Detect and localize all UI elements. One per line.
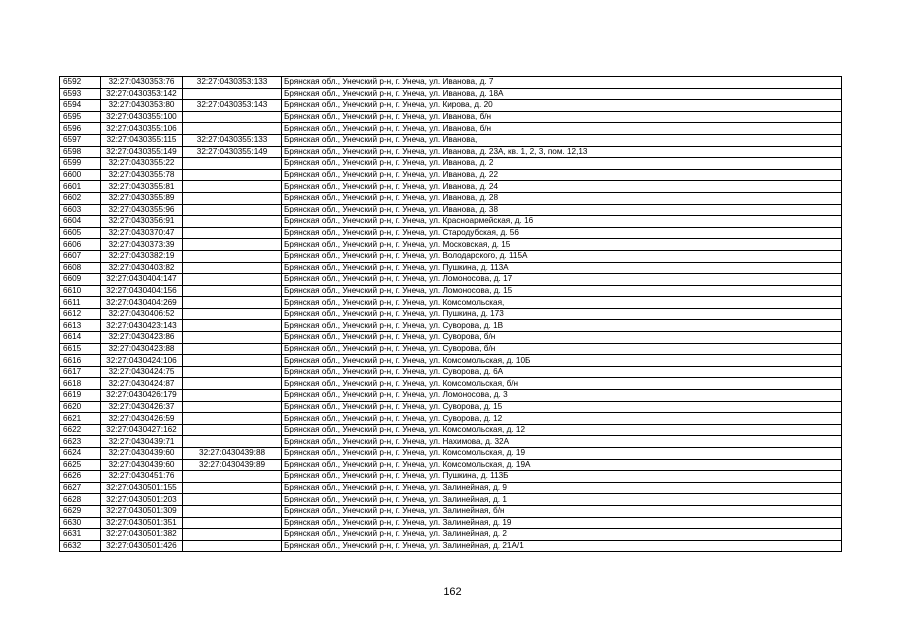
cadastral-number-cell: 32:27:0430382:19 [100,250,182,262]
parent-cadastral-number-cell [183,181,282,193]
cadastral-number-cell: 32:27:0430355:22 [100,158,182,170]
cadastral-number-cell: 32:27:0430356:91 [100,216,182,228]
parent-cadastral-number-cell [183,169,282,181]
table-row [60,285,842,297]
table-row [60,111,842,123]
table-row [60,100,842,112]
address-cell: Брянская обл., Унечский р-н, г. Унеча, ул. Залинейная, д. 1 [281,494,841,506]
row-number-cell: 6625 [60,459,101,471]
parent-cadastral-number-cell [183,111,282,123]
cadastral-number-cell: 32:27:0430353:80 [100,100,182,112]
table-row [60,320,842,332]
row-number-cell: 6615 [60,343,101,355]
table-row [60,505,842,517]
row-number-cell: 6624 [60,448,101,460]
row-number-cell: 6628 [60,494,101,506]
parent-cadastral-number-cell: 32:27:0430355:149 [183,146,282,158]
address-cell: Брянская обл., Унечский р-н, г. Унеча, ул. Залинейная, д. 9 [281,482,841,494]
address-cell: Брянская обл., Унечский р-н, г. Унеча, ул. Иванова, [281,134,841,146]
address-cell: Брянская обл., Унечский р-н, г. Унеча, ул. Московская, д. 15 [281,239,841,251]
parent-cadastral-number-cell [183,250,282,262]
parent-cadastral-number-cell [183,517,282,529]
address-cell: Брянская обл., Унечский р-н, г. Унеча, ул. Суворова, д. 12 [281,413,841,425]
parent-cadastral-number-cell: 32:27:0430355:133 [183,134,282,146]
row-number-cell: 6605 [60,227,101,239]
row-number-cell: 6594 [60,100,101,112]
parent-cadastral-number-cell [183,355,282,367]
row-number-cell: 6617 [60,366,101,378]
parent-cadastral-number-cell [183,390,282,402]
address-cell: Брянская обл., Унечский р-н, г. Унеча, ул. Иванова, д. 28 [281,192,841,204]
row-number-cell: 6621 [60,413,101,425]
cadastral-number-cell: 32:27:0430501:382 [100,529,182,541]
row-number-cell: 6599 [60,158,101,170]
table-row [60,262,842,274]
parent-cadastral-number-cell [183,158,282,170]
address-cell: Брянская обл., Унечский р-н, г. Унеча, ул. Залинейная, д. 2 [281,529,841,541]
parent-cadastral-number-cell [183,482,282,494]
cadastral-number-cell: 32:27:0430424:87 [100,378,182,390]
table-row [60,471,842,483]
table-row [60,204,842,216]
address-cell: Брянская обл., Унечский р-н, г. Унеча, ул. Суворова, д. 15 [281,401,841,413]
address-cell: Брянская обл., Унечский р-н, г. Унеча, ул. Пушкина, д. 173 [281,308,841,320]
parent-cadastral-number-cell [183,366,282,378]
address-cell: Брянская обл., Унечский р-н, г. Унеча, ул. Суворова, д. 6А [281,366,841,378]
parent-cadastral-number-cell [183,436,282,448]
parent-cadastral-number-cell [183,529,282,541]
table-row [60,308,842,320]
row-number-cell: 6616 [60,355,101,367]
table-row [60,482,842,494]
parent-cadastral-number-cell [183,297,282,309]
table-row [60,123,842,135]
address-cell: Брянская обл., Унечский р-н, г. Унеча, ул. Красноармейская, д. 16 [281,216,841,228]
row-number-cell: 6620 [60,401,101,413]
row-number-cell: 6630 [60,517,101,529]
row-number-cell: 6619 [60,390,101,402]
table-row [60,529,842,541]
row-number-cell: 6602 [60,192,101,204]
row-number-cell: 6596 [60,123,101,135]
row-number-cell: 6603 [60,204,101,216]
row-number-cell: 6607 [60,250,101,262]
address-cell: Брянская обл., Унечский р-н, г. Унеча, ул. Пушкина, д. 113А [281,262,841,274]
table-row [60,192,842,204]
address-cell: Брянская обл., Унечский р-н, г. Унеча, ул. Иванова, д. 18А [281,88,841,100]
cadastral-number-cell: 32:27:0430355:89 [100,192,182,204]
row-number-cell: 6614 [60,332,101,344]
cadastral-number-cell: 32:27:0430426:59 [100,413,182,425]
address-cell: Брянская обл., Унечский р-н, г. Унеча, ул. Суворова, д. 1В [281,320,841,332]
table-row [60,424,842,436]
parent-cadastral-number-cell [183,262,282,274]
cadastral-number-cell: 32:27:0430403:82 [100,262,182,274]
row-number-cell: 6622 [60,424,101,436]
cadastral-number-cell: 32:27:0430439:71 [100,436,182,448]
address-cell: Брянская обл., Унечский р-н, г. Унеча, ул. Ломоносова, д. 17 [281,274,841,286]
parent-cadastral-number-cell [183,204,282,216]
parent-cadastral-number-cell: 32:27:0430353:133 [183,77,282,89]
row-number-cell: 6629 [60,505,101,517]
cadastral-number-cell: 32:27:0430353:76 [100,77,182,89]
table-row [60,390,842,402]
table-row [60,540,842,552]
table-row [60,134,842,146]
cadastral-number-cell: 32:27:0430501:309 [100,505,182,517]
cadastral-number-cell: 32:27:0430451:76 [100,471,182,483]
cadastral-number-cell: 32:27:0430501:203 [100,494,182,506]
parent-cadastral-number-cell [183,192,282,204]
table-row [60,459,842,471]
table-row [60,366,842,378]
parent-cadastral-number-cell [183,540,282,552]
address-cell: Брянская обл., Унечский р-н, г. Унеча, ул. Володарского, д. 115А [281,250,841,262]
address-cell: Брянская обл., Унечский р-н, г. Унеча, ул. Комсомольская, [281,297,841,309]
address-cell: Брянская обл., Унечский р-н, г. Унеча, ул. Иванова, д. 2 [281,158,841,170]
row-number-cell: 6597 [60,134,101,146]
row-number-cell: 6604 [60,216,101,228]
parent-cadastral-number-cell [183,216,282,228]
parent-cadastral-number-cell [183,343,282,355]
table-row [60,250,842,262]
cadastral-number-cell: 32:27:0430353:142 [100,88,182,100]
address-cell: Брянская обл., Унечский р-н, г. Унеча, ул. Залинейная, д. 19 [281,517,841,529]
parent-cadastral-number-cell [183,332,282,344]
parent-cadastral-number-cell [183,285,282,297]
cadastral-table [59,76,842,552]
cadastral-number-cell: 32:27:0430355:100 [100,111,182,123]
parent-cadastral-number-cell [183,413,282,425]
address-cell: Брянская обл., Унечский р-н, г. Унеча, ул. Залинейная, д. 21А/1 [281,540,841,552]
parent-cadastral-number-cell [183,378,282,390]
table-row [60,448,842,460]
cadastral-number-cell: 32:27:0430501:155 [100,482,182,494]
parent-cadastral-number-cell [183,424,282,436]
address-cell: Брянская обл., Унечский р-н, г. Унеча, ул. Иванова, д. 38 [281,204,841,216]
row-number-cell: 6606 [60,239,101,251]
table-row [60,181,842,193]
row-number-cell: 6609 [60,274,101,286]
table-row [60,169,842,181]
row-number-cell: 6600 [60,169,101,181]
table-row [60,378,842,390]
address-cell: Брянская обл., Унечский р-н, г. Унеча, ул. Иванова, б/н [281,123,841,135]
address-cell: Брянская обл., Унечский р-н, г. Унеча, ул. Комсомольская, б/н [281,378,841,390]
cadastral-number-cell: 32:27:0430423:88 [100,343,182,355]
cadastral-number-cell: 32:27:0430439:60 [100,448,182,460]
row-number-cell: 6612 [60,308,101,320]
address-cell: Брянская обл., Унечский р-н, г. Унеча, ул. Ломоносова, д. 15 [281,285,841,297]
row-number-cell: 6598 [60,146,101,158]
address-cell: Брянская обл., Унечский р-н, г. Унеча, ул. Залинейная, б/н [281,505,841,517]
cadastral-number-cell: 32:27:0430404:156 [100,285,182,297]
page-number: 162 [443,586,462,598]
address-cell: Брянская обл., Унечский р-н, г. Унеча, ул. Иванова, д. 23А, кв. 1, 2, 3, пом. 12,13 [281,146,841,158]
table-row [60,413,842,425]
address-cell: Брянская обл., Унечский р-н, г. Унеча, ул. Комсомольская, д. 10Б [281,355,841,367]
parent-cadastral-number-cell: 32:27:0430353:143 [183,100,282,112]
cadastral-number-cell: 32:27:0430355:106 [100,123,182,135]
table-row [60,88,842,100]
cadastral-number-cell: 32:27:0430439:60 [100,459,182,471]
cadastral-number-cell: 32:27:0430404:269 [100,297,182,309]
parent-cadastral-number-cell: 32:27:0430439:88 [183,448,282,460]
address-cell: Брянская обл., Унечский р-н, г. Унеча, ул. Пушкина, д. 113Б [281,471,841,483]
table-row [60,436,842,448]
row-number-cell: 6613 [60,320,101,332]
row-number-cell: 6610 [60,285,101,297]
table-row [60,297,842,309]
cadastral-number-cell: 32:27:0430373:39 [100,239,182,251]
row-number-cell: 6601 [60,181,101,193]
address-cell: Брянская обл., Унечский р-н, г. Унеча, ул. Суворова, б/н [281,343,841,355]
table-row [60,332,842,344]
address-cell: Брянская обл., Унечский р-н, г. Унеча, ул. Иванова, д. 22 [281,169,841,181]
table-row [60,239,842,251]
cadastral-number-cell: 32:27:0430355:96 [100,204,182,216]
row-number-cell: 6632 [60,540,101,552]
address-cell: Брянская обл., Унечский р-н, г. Унеча, ул. Иванова, д. 24 [281,181,841,193]
table-body [60,77,842,552]
cadastral-number-cell: 32:27:0430355:149 [100,146,182,158]
parent-cadastral-number-cell [183,505,282,517]
table-row [60,146,842,158]
table-row [60,401,842,413]
row-number-cell: 6627 [60,482,101,494]
cadastral-number-cell: 32:27:0430355:115 [100,134,182,146]
address-cell: Брянская обл., Унечский р-н, г. Унеча, ул. Кирова, д. 20 [281,100,841,112]
cadastral-number-cell: 32:27:0430424:75 [100,366,182,378]
table-row [60,343,842,355]
parent-cadastral-number-cell [183,471,282,483]
cadastral-number-cell: 32:27:0430426:179 [100,390,182,402]
cadastral-number-cell: 32:27:0430501:351 [100,517,182,529]
address-cell: Брянская обл., Унечский р-н, г. Унеча, ул. Иванова, б/н [281,111,841,123]
parent-cadastral-number-cell [183,239,282,251]
table-row [60,274,842,286]
table-row [60,158,842,170]
cadastral-number-cell: 32:27:0430423:143 [100,320,182,332]
cadastral-number-cell: 32:27:0430370:47 [100,227,182,239]
cadastral-number-cell: 32:27:0430424:106 [100,355,182,367]
row-number-cell: 6626 [60,471,101,483]
address-cell: Брянская обл., Унечский р-н, г. Унеча, ул. Стародубская, д. 56 [281,227,841,239]
parent-cadastral-number-cell [183,308,282,320]
cadastral-number-cell: 32:27:0430427:162 [100,424,182,436]
row-number-cell: 6618 [60,378,101,390]
row-number-cell: 6595 [60,111,101,123]
row-number-cell: 6631 [60,529,101,541]
table-row [60,494,842,506]
parent-cadastral-number-cell [183,401,282,413]
address-cell: Брянская обл., Унечский р-н, г. Унеча, ул. Нахимова, д. 32А [281,436,841,448]
parent-cadastral-number-cell [183,320,282,332]
table-row [60,77,842,89]
cadastral-number-cell: 32:27:0430404:147 [100,274,182,286]
cadastral-number-cell: 32:27:0430355:78 [100,169,182,181]
row-number-cell: 6623 [60,436,101,448]
parent-cadastral-number-cell [183,227,282,239]
row-number-cell: 6592 [60,77,101,89]
cadastral-number-cell: 32:27:0430423:86 [100,332,182,344]
table-row [60,227,842,239]
address-cell: Брянская обл., Унечский р-н, г. Унеча, ул. Комсомольская, д. 19 [281,448,841,460]
cadastral-number-cell: 32:27:0430355:81 [100,181,182,193]
address-cell: Брянская обл., Унечский р-н, г. Унеча, ул. Комсомольская, д. 19А [281,459,841,471]
address-cell: Брянская обл., Унечский р-н, г. Унеча, ул. Комсомольская, д. 12 [281,424,841,436]
parent-cadastral-number-cell [183,494,282,506]
table-row [60,517,842,529]
row-number-cell: 6611 [60,297,101,309]
address-cell: Брянская обл., Унечский р-н, г. Унеча, ул. Иванова, д. 7 [281,77,841,89]
address-cell: Брянская обл., Унечский р-н, г. Унеча, ул. Ломоносова, д. 3 [281,390,841,402]
row-number-cell: 6593 [60,88,101,100]
row-number-cell: 6608 [60,262,101,274]
table-row [60,216,842,228]
cadastral-number-cell: 32:27:0430501:426 [100,540,182,552]
table-row [60,355,842,367]
parent-cadastral-number-cell [183,123,282,135]
parent-cadastral-number-cell [183,88,282,100]
parent-cadastral-number-cell: 32:27:0430439:89 [183,459,282,471]
cadastral-number-cell: 32:27:0430406:52 [100,308,182,320]
address-cell: Брянская обл., Унечский р-н, г. Унеча, ул. Суворова, б/н [281,332,841,344]
cadastral-number-cell: 32:27:0430426:37 [100,401,182,413]
parent-cadastral-number-cell [183,274,282,286]
